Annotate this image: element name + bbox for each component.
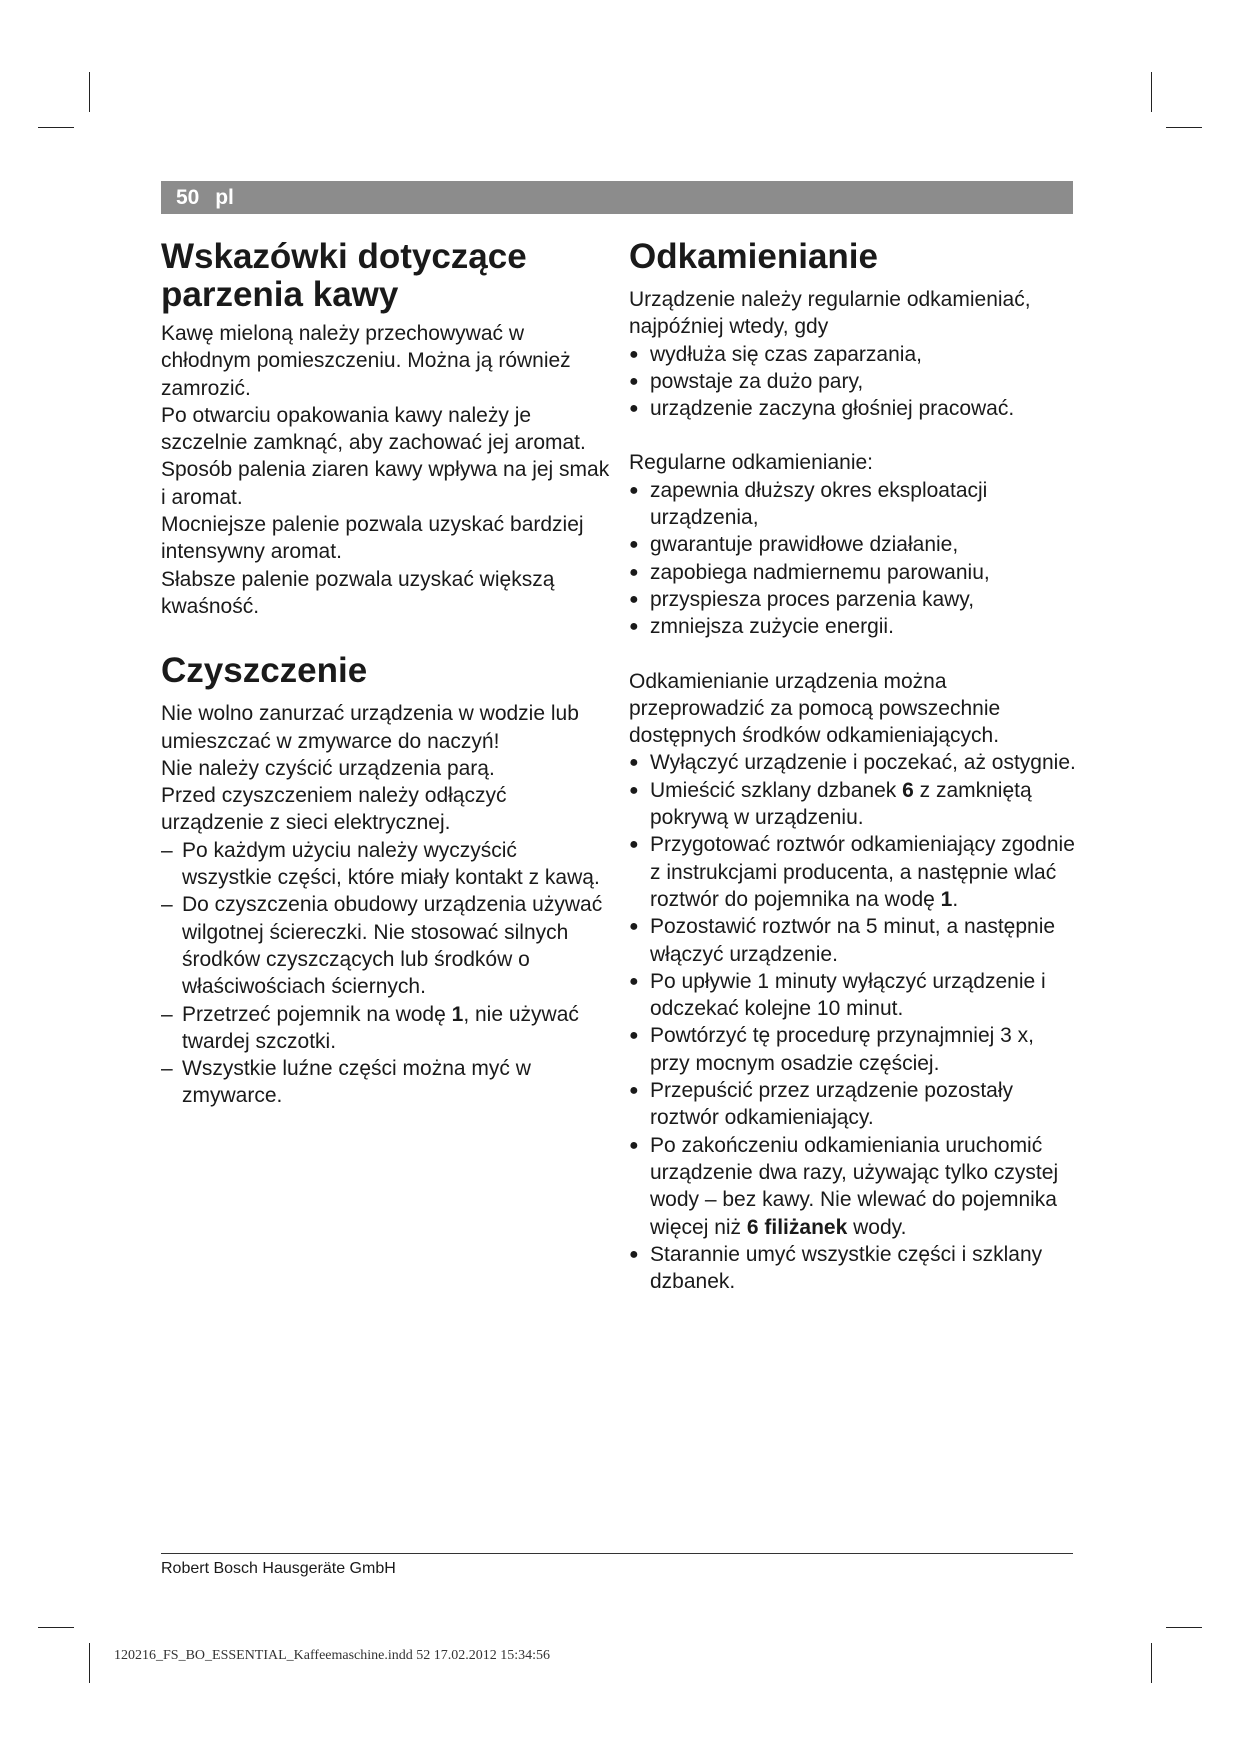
paragraph: Mocniejsze palenie pozwala uzyskać bardziej intensywny aromat. <box>161 513 584 564</box>
paragraph: Sposób palenia ziaren kawy wpływa na jej smak i aromat. <box>161 458 610 509</box>
list-item: ● Wyłączyć urządzenie i poczekać, aż ostygnie. <box>629 749 1079 776</box>
footer-company: Robert Bosch Hausgeräte GmbH <box>161 1560 396 1577</box>
paragraph: Nie należy czyścić urządzenia parą. <box>161 756 495 780</box>
section-title-brewing-tips: Wskazówki dotyczące parzenia kawy <box>161 237 527 314</box>
list-item: ● gwarantuje prawidłowe działanie, <box>629 531 1079 558</box>
paragraph: Regularne odkamienianie: <box>629 451 873 475</box>
list-item: ● Po zakończeniu odkamieniania uruchomić urządzenie dwa razy, używając tylko czystej wody – bez kawy. Nie wlewać do pojemnika więcej niż 6 filiżanek wody. <box>629 1132 1079 1241</box>
list-item: ● Powtórzyć tę procedurę przynajmniej 3 x, przy mocnym osadzie częściej. <box>629 1022 1079 1077</box>
list-item: – Wszystkie luźne części można myć w zmywarce. <box>161 1055 611 1110</box>
paragraph: Odkamienianie urządzenia można przeprowadzić za pomocą powszechnie dostępnych środków odkamieniających. <box>629 669 1001 748</box>
crop-mark <box>89 1643 90 1683</box>
list-item: ● zmniejsza zużycie energii. <box>629 613 1079 640</box>
page-number: 50 <box>176 186 200 209</box>
list-item: ● urządzenie zaczyna głośniej pracować. <box>629 395 1079 422</box>
list-item: ● Przygotować roztwór odkamieniający zgodnie z instrukcjami producenta, a następnie wlać roztwór do pojemnika na wodę 1. <box>629 831 1079 913</box>
paragraph: Nie wolno zanurzać urządzenia w wodzie lub umieszczać w zmywarce do naczyń! <box>161 702 579 753</box>
descale-when-list <box>629 341 1079 423</box>
list-item: ● Umieścić szklany dzbanek 6 z zamkniętą pokrywą w urządzeniu. <box>629 777 1079 832</box>
footer-divider <box>161 1553 1073 1554</box>
crop-mark <box>89 72 90 112</box>
paragraph: Po otwarciu opakowania kawy należy je szczelnie zamknąć, aby zachować jej aromat. <box>161 403 586 455</box>
procedure-list <box>629 749 1079 1295</box>
list-item: ● wydłuża się czas zaparzania, <box>629 341 1079 368</box>
paragraph: Kawę mieloną należy przechowywać w chłodnym pomieszczeniu. Można ją również zamrozić. <box>161 322 571 400</box>
list-item: ● Starannie umyć wszystkie części i szklany dzbanek. <box>629 1241 1079 1296</box>
list-item: – Do czyszczenia obudowy urządzenia używać wilgotnej ściereczki. Nie stosować silnych środków czyszczących lub środków o właściwościach ściernych. <box>161 891 611 1000</box>
list-item: ● powstaje za dużo pary, <box>629 368 1079 395</box>
list-item: – Po każdym użyciu należy wyczyścić wszystkie części, które miały kontakt z kawą. <box>161 837 611 892</box>
cleaning-list <box>161 837 611 1110</box>
list-item: ● zapobiega nadmiernemu parowaniu, <box>629 559 1079 586</box>
benefits-list <box>629 477 1079 641</box>
list-item: ● Przepuścić przez urządzenie pozostały roztwór odkamieniający. <box>629 1077 1079 1132</box>
crop-mark <box>1151 1643 1152 1683</box>
list-item: ● zapewnia dłuższy okres eksploatacji urządzenia, <box>629 477 1079 532</box>
right-column <box>629 238 1079 1295</box>
crop-mark <box>38 127 74 128</box>
language-code: pl <box>215 186 234 209</box>
list-item: ● Po upływie 1 minuty wyłączyć urządzenie i odczekać kolejne 10 minut. <box>629 968 1079 1023</box>
section-title-cleaning: Czyszczenie <box>161 651 368 691</box>
crop-mark <box>38 1627 74 1628</box>
crop-mark <box>1151 72 1152 112</box>
paragraph: Przed czyszczeniem należy odłączyć urządzenie z sieci elektrycznej. <box>161 784 507 835</box>
print-slug: 120216_FS_BO_ESSENTIAL_Kaffeemaschine.indd 52 17.02.2012 15:34:56 <box>114 1648 551 1663</box>
page-header-bar <box>161 181 1073 214</box>
paragraph: Słabsze palenie pozwala uzyskać większą kwaśność. <box>161 567 555 618</box>
crop-mark <box>1166 127 1202 128</box>
list-item: – Przetrzeć pojemnik na wodę 1, nie używać twardej szczotki. <box>161 1001 611 1056</box>
crop-mark <box>1166 1627 1202 1628</box>
section-title-descaling: Odkamienianie <box>629 237 878 276</box>
list-item: ● przyspiesza proces parzenia kawy, <box>629 586 1079 613</box>
paragraph: Urządzenie należy regularnie odkamieniać, najpóźniej wtedy, gdy <box>629 288 1031 339</box>
left-column <box>161 238 611 1110</box>
list-item: ● Pozostawić roztwór na 5 minut, a następnie włączyć urządzenie. <box>629 913 1079 968</box>
